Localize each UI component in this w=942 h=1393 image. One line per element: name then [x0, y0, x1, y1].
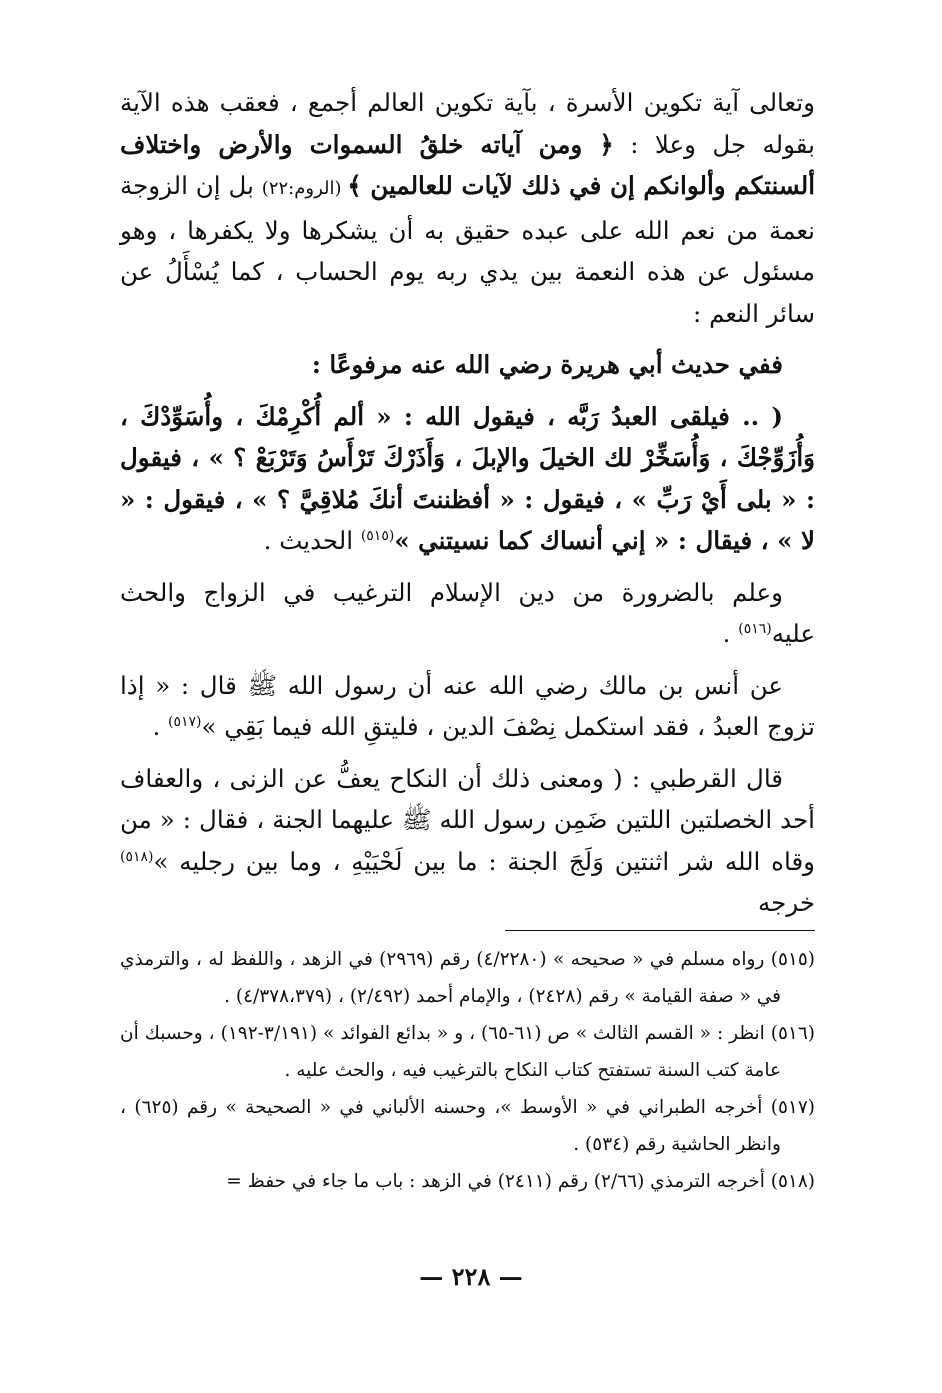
footnote-518: (٥١٨) أخرجه الترمذي (٢/٦٦) رقم (٢٤١١) في الزهد : باب ما جاء في حفظ =: [226, 1170, 815, 1192]
paragraph-4: [120, 572, 815, 655]
footnotes: [120, 941, 815, 1200]
paragraph-5-end: .: [152, 712, 169, 741]
footnote-515: (٥١٥) رواه مسلم في « صحيحه » (٤/٢٢٨٠) رقم (٢٩٦٩) في الزهد ، واللفظ له ، والترمذي في « صفة القيامة » رقم (٢٤٢٨) ، والإمام أحمد (٢/٤٩٢) ، (٤/٣٧٨،٣٧٩) .: [120, 948, 815, 1007]
footnote-ref-516: (٥١٦): [738, 620, 772, 637]
hadith-text: ( .. فيلقى العبدُ رَبَّه ، فيقول الله : « ألم أُكْرِمْكَ ، وأُسَوِّدْكَ ، وَأُزَوِّجْكَ ، وَأُسَخِّرْ لك الخيلَ والإبلَ ، وَأَذَرْكَ تَرْأَسُ وَتَرْبَعْ ؟ » ، فيقول : « بلى أَيْ رَبِّ » ، فيقول : « أفظننتَ أنكَ مُلاقِيَّ ؟ » ، فيقول : « لا » ، فيقال : « إني أنساك كما نسيتني »: [120, 401, 815, 555]
hadith-intro: ففي حديث أبي هريرة رضي الله عنه مرفوعًا :: [311, 350, 783, 379]
main-text: [120, 82, 815, 924]
paragraph-1-intro: وتعالى آية تكوين الأسرة ، بآية تكوين العالم أجمع ، فعقب هذه الآية بقوله جل وعلا :: [120, 88, 815, 159]
paragraph-1: [120, 82, 815, 334]
paragraph-5: [120, 665, 815, 748]
footnote-ref-518: (٥١٨): [120, 848, 154, 865]
paragraph-4-text: وعلم بالضرورة من دين الإسلام الترغيب في الزواج والحث عليه: [120, 577, 815, 648]
verse-reference: (الروم:٢٢): [261, 178, 348, 199]
footnote-ref-517: (٥١٧): [168, 713, 202, 730]
paragraph-3: [120, 396, 815, 562]
paragraph-6-text: قال القرطبي : ( ومعنى ذلك أن النكاح يعفُّ عن الزنى ، والعفاف أحد الخصلتين اللتين ضَمِن رسول الله ﷺ عليهما الجنة ، فقال : « من وقاه الله شر اثنتين وَلَجَ الجنة : ما بين لَحْيَيْهِ ، وما بين رجليه »: [120, 763, 815, 876]
footnote-ref-515: (٥١٥): [360, 527, 395, 544]
page-body: [120, 82, 815, 1200]
paragraph-1-rest: بل إن الزوجة نعمة من نعم الله على عبده حقيق به أن يشكرها ولا يكفرها ، وهو مسئول عن هذه النعمة بين يدي ربه يوم الحساب ، كما يُسْأَلُ عن سائر النعم :: [120, 171, 815, 328]
quran-verse: ﴿ ومن آياته خلقُ السموات والأرض واختلاف ألسنتكم وألوانكم إن في ذلك لآيات للعالمين ﴾: [120, 129, 816, 200]
footnote-divider: [505, 930, 815, 931]
paragraph-6: [120, 758, 815, 924]
page-number: — ٢٢٨ —: [419, 1262, 523, 1291]
paragraph-6-end: خرجه: [758, 888, 815, 917]
footnote-516: (٥١٦) انظر : « القسم الثالث » ص (٦١-٦٥) ، و « بدائع الفوائد » (٣/١٩١-١٩٢) ، وحسبك أن عامة كتب السنة تستفتح كتاب النكاح بالترغيب فيه ، والحث عليه .: [120, 1022, 816, 1081]
paragraph-3-end: الحديث .: [263, 526, 361, 555]
paragraph-2: [120, 344, 815, 386]
paragraph-4-end: .: [722, 619, 739, 648]
footnote-517: (٥١٧) أخرجه الطبراني في « الأوسط »، وحسنه الألباني في « الصحيحة » رقم (٦٢٥) ، وانظر الحاشية رقم (٥٣٤) .: [120, 1096, 815, 1155]
paragraph-5-text: عن أنس بن مالك رضي الله عنه أن رسول الله ﷺ قال : « إذا تزوج العبدُ ، فقد استكمل نِصْفَ الدين ، فليتقِ الله فيما بَقِي »: [120, 670, 815, 741]
